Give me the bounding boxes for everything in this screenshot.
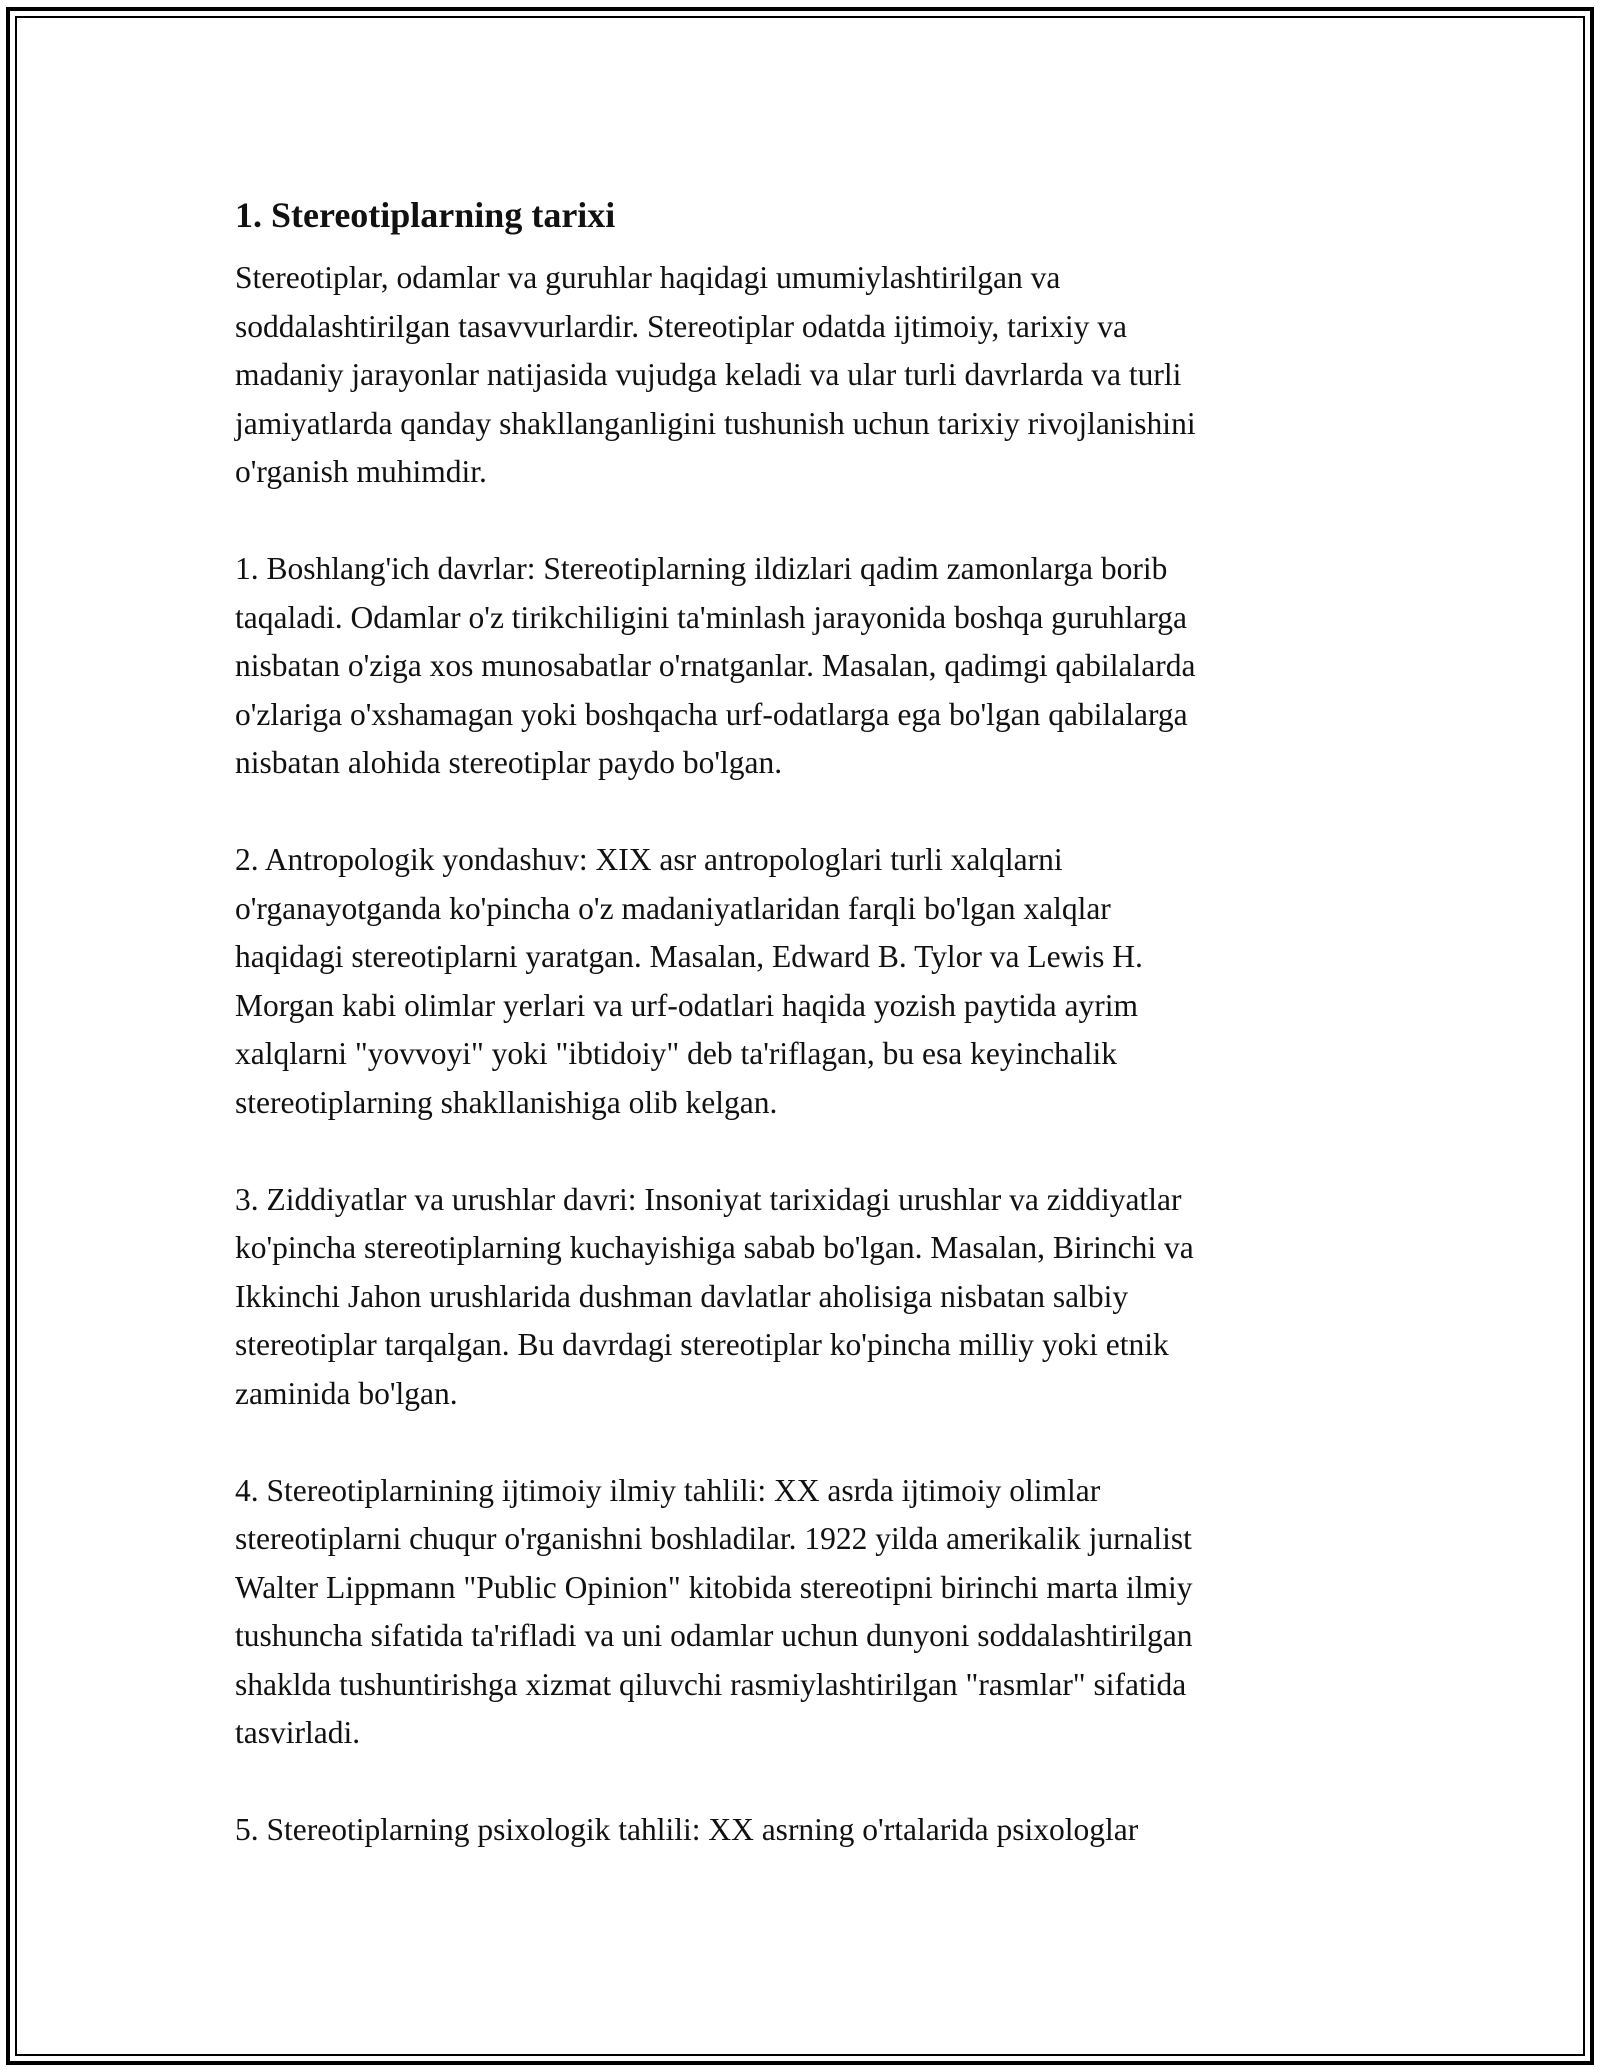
paragraph-conflicts-and-wars: 3. Ziddiyatlar va urushlar davri: Insoniyat tarixidagi urushlar va ziddiyatlar ko'pincha stereotiplarning kuchayishiga sabab bo'lgan. Masalan, Birinchi va Ikkinchi Jahon urushlarida dushman davlatlar aholisiga nisbatan salbiy stereotiplar tarqalgan. Bu davrdagi stereotiplar ko'pincha milliy yoki etnik zaminida bo'lgan. [235,1181,1194,1411]
paragraph-social-scientific-analysis: 4. Stereotiplarnining ijtimoiy ilmiy tahlili: XX asrda ijtimoiy olimlar stereotiplarni chuqur o'rganishni boshladilar. 1922 yilda amerikalik jurnalist Walter Lippmann "Public Opinion" kitobida stereotipni birinchi marta ilmiy tushuncha sifatida ta'rifladi va uni odamlar uchun dunyoni soddalashtirilgan shaklda tushuntirishga xizmat qiluvchi rasmiylashtirilgan "rasmlar" sifatida tasvirladi. [235,1472,1193,1750]
paragraph-intro: Stereotiplar, odamlar va guruhlar haqidagi umumiylashtirilgan va soddalashtirilgan tasavvurlardir. Stereotiplar odatda ijtimoiy, tarixiy va madaniy jarayonlar natijasida vujudga keladi va ular turli davrlarda va turli jamiyatlarda qanday shakllanganligini tushunish uchun tarixiy rivojlanishini o'rganish muhimdir. [235,260,1196,489]
document-title: 1. Stereotiplarning tarixi [235,195,616,235]
paragraph-early-periods: 1. Boshlang'ich davrlar: Stereotiplarning ildizlari qadim zamonlarga borib taqaladi. Odamlar o'z tirikchiligini ta'minlash jarayonida boshqa guruhlarga nisbatan o'ziga xos munosabatlar o'rnatganlar. Masalan, qadimgi qabilalarda o'zlariga o'xshamagan yoki boshqacha urf-odatlarga ega bo'lgan qabilalarga nisbatan alohida stereotiplar paydo bo'lgan. [235,551,1196,780]
document-body [235,186,1375,1855]
paragraph-psychological-analysis: 5. Stereotiplarning psixologik tahlili: XX asrning o'rtalarida psixologlar [235,1812,1139,1847]
paragraph-anthropological-approach: 2. Antropologik yondashuv: XIX asr antropologlari turli xalqlarni o'rganayotganda ko'pincha o'z madaniyatlaridan farqli bo'lgan xalqlar haqidagi stereotiplarni yaratgan. Masalan, Edward B. Tylor va Lewis H. Morgan kabi olimlar yerlari va urf-odatlari haqida yozish paytida ayrim xalqlarni "yovvoyi" yoki "ibtidoiy" deb ta'riflagan, bu esa keyinchalik stereotiplarning shakllanishiga olib kelgan. [235,842,1143,1120]
